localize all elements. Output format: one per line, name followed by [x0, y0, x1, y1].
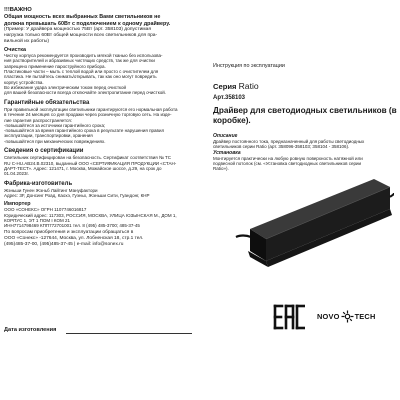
contacts-line: ООО «Сонекс» -127644, Москва, ул. Лобненская 18, стр.1 тел.: [4, 236, 144, 241]
certification-line: ДАРТ-ТЕСТ». Адрес: 121471, г. Москва, Можайское шоссе, д.29, на срок до: [4, 166, 162, 172]
importer-line: ИНН7714798469 КПП772701001 тел. 8 (495) 485-3700; 485-37-45: [4, 223, 140, 229]
warranty-line: лие гарантия распространяется:: [4, 117, 72, 123]
description-label: Описание: [213, 133, 238, 139]
cleaning-line: ния растворителей и абразивных чистящих средств, так же для очистки: [4, 58, 155, 64]
article-number: Арт.358103: [213, 95, 246, 101]
description-line: светильников серии Ratio (арт. 358096-358103; 358104 - 358106).: [213, 144, 350, 150]
certification-line: Светильник сертифицирован на безопасность. Сертификат соответствия № TC: [4, 155, 172, 161]
warning-line: Общая мощность всех выбранных Вами светильников не: [4, 14, 161, 20]
certification-title: Сведения о сертификации: [4, 148, 84, 155]
warranty-line: -повышайтеся при механических повреждениях.: [4, 138, 106, 144]
eac-certification-icon: [273, 303, 305, 331]
certification-line: RU C-HU.AB24.B.02310, выданный ООО «СЕРТИФИКАЦИЯ ПРОДУКЦИИ «СТАН-: [4, 160, 177, 166]
contacts-line: По вопросам приобретения и эксплуатации обращаться в: [4, 230, 134, 236]
importer-line: КОРПУС 1, ЭТ 1 ПОМ I КОМ 21: [4, 217, 70, 223]
cleaning-line: для вашей безопасности всегда отключайте электропитание перед очисткой.: [4, 90, 166, 96]
warning-example: вильной их работы): [4, 38, 50, 44]
series-label: Серия: [213, 82, 237, 91]
cleaning-line: Пластиковые части – мыть с теплой водой или просто с очистителем для: [4, 69, 159, 75]
importer-line: ООО «СОНЕКС» ОГРН 1107746016817: [4, 207, 87, 213]
novotech-logo: [317, 310, 376, 323]
certification-line: 01.04.2023г.: [4, 171, 29, 177]
warning-title: !!!ВАЖНО: [4, 7, 32, 13]
install-line: Монтируется практически на любую ровную поверхность натяжной или: [213, 155, 363, 161]
instruction-title: Инструкция по эксплуатации: [213, 63, 285, 69]
warning-example: (Пример: У драйвера мощностью 75Вт (арт. 358103) допустимая: [4, 27, 152, 33]
manufacturer-line: Жэньши Гунен Жэньб Лайтинг Мануфактори: [4, 188, 98, 194]
cleaning-line: пластика. Не пытайтесь снимать/открывать, так как оно могут повредить: [4, 74, 157, 80]
cleaning-line: Во избежание удара электрическим током перед очисткой: [4, 84, 127, 90]
warning-line: должна превышать 60Вт с подключением к одному драйверу.: [4, 20, 171, 27]
install-label: Установка: [213, 149, 241, 156]
manufacture-date-label: Дата изготовления: [4, 327, 57, 333]
description-block: [213, 133, 397, 171]
description-line: Драйвер постоянного тока, предназначенный для работы светодиодных: [213, 139, 365, 144]
brand-text-left: NOVO: [317, 312, 340, 321]
manufacturer-title: Фабрика-изготовитель: [4, 180, 73, 187]
left-column: [4, 7, 197, 247]
cleaning-line: корпус устройства.: [4, 79, 44, 85]
install-line: подвесной потолок (см. «Установка светодиодных светильников серии: [213, 160, 362, 166]
importer-line: Юридический адрес: 117303, РОССИЯ, МОСКВА, УЛИЦА ЮЗЫНСКАЯ М., ДОМ 1,: [4, 212, 177, 218]
novotech-mark-icon: [341, 310, 354, 323]
product-title: Драйвер для светодиодных светильников (в коробке).: [213, 106, 397, 125]
cleaning-line: запрещено применение пароструйного прибора.: [4, 63, 106, 69]
install-line: Ratio»).: [213, 166, 229, 172]
manufacturer-line: Адрес: 3F, Донсинг Роад, Каохэ, Гуэньх, Жэньши Сити, Гуандонг, КНР: [4, 193, 150, 199]
cleaning-line: Чистку корпуса рекомендуется производить мягкой тканью без использова-: [4, 53, 163, 59]
warranty-line: эксплуатации, транспортировки, хранения: [4, 133, 93, 139]
series-name: Ratio: [238, 81, 259, 91]
contacts-line: (495)485-37-00, (495)485-37-45 | e-mail: info@sonex.ru: [4, 241, 124, 247]
brand-text-right: TECH: [354, 312, 376, 321]
warning-example: нагрузка только 60Вт общей мощности всех светильников для пра-: [4, 32, 158, 38]
warranty-line: При правильной эксплуатации светильники гарантируются его нормальная работа: [4, 106, 178, 112]
led-driver-product-image: [234, 175, 394, 285]
warranty-line: в течение 24 месяцев со дня продажи через розничную торговую сеть. На изде-: [4, 112, 172, 118]
series-heading: [213, 81, 259, 91]
cleaning-title: Очистка: [4, 46, 26, 53]
warranty-line: -повышайтеся за источники гарантийного срока;: [4, 122, 106, 128]
manufacture-date-field: [66, 333, 192, 334]
importer-title: Импортер: [4, 200, 31, 207]
warranty-line: -повышайтеся за время гарантийного срока в результате нарушения правил: [4, 128, 165, 134]
warranty-title: Гарантийные обязательства: [4, 99, 90, 106]
